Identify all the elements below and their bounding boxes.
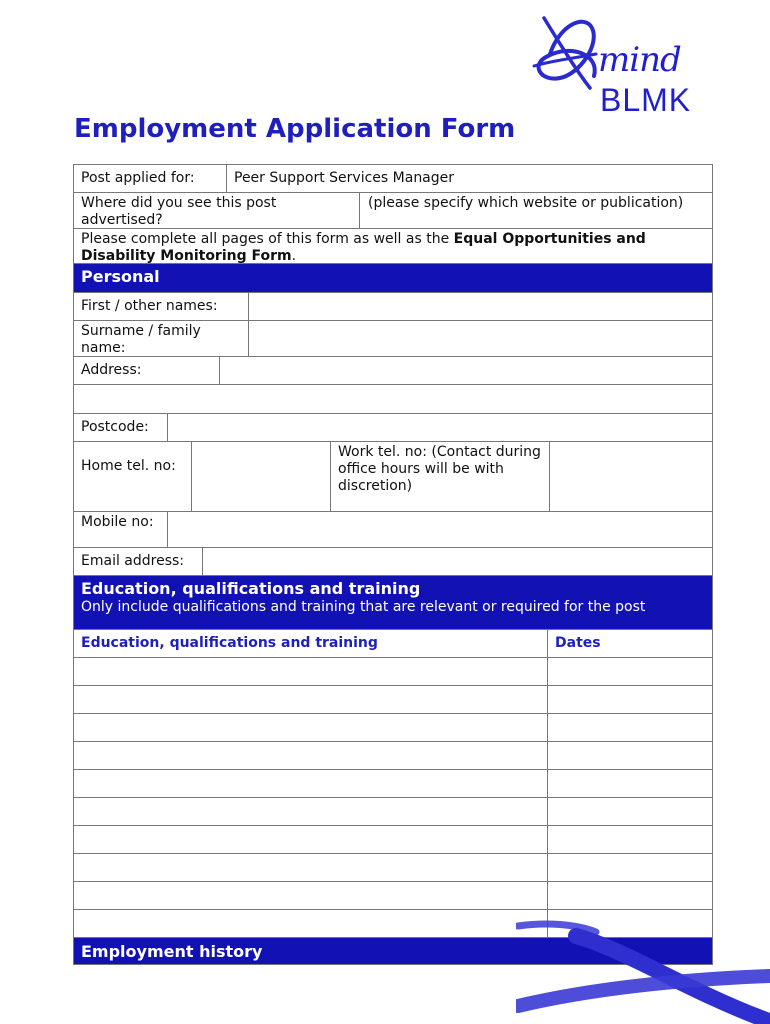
education-dates-field[interactable]	[548, 770, 712, 797]
education-row	[74, 798, 712, 826]
personal-section-header	[74, 264, 712, 293]
phone-row	[74, 442, 712, 512]
post-row	[74, 165, 712, 193]
education-entry-field[interactable]	[74, 742, 548, 769]
surname-label: Surname / family name:	[74, 321, 249, 356]
education-col-header: Education, qualifications and training	[74, 630, 548, 657]
education-entry-field[interactable]	[74, 826, 548, 853]
complete-note-suffix: .	[291, 248, 297, 264]
postcode-field[interactable]	[168, 414, 712, 441]
work-tel-label: Work tel. no: (Contact during office hours will be with discretion)	[331, 442, 550, 511]
education-entry-field[interactable]	[74, 798, 548, 825]
surname-row	[74, 321, 712, 357]
work-tel-field[interactable]	[550, 442, 712, 511]
address-row	[74, 357, 712, 385]
employment-heading: Employment history	[81, 942, 263, 961]
education-entry-field[interactable]	[74, 686, 548, 713]
education-subheading: Only include qualifications and training that are relevant or required for the post	[81, 599, 646, 615]
mobile-label: Mobile no:	[74, 512, 168, 547]
education-entry-field[interactable]	[74, 882, 548, 909]
complete-note-row	[74, 229, 712, 264]
education-heading: Education, qualifications and training	[81, 579, 421, 598]
education-entry-field[interactable]	[74, 770, 548, 797]
logo-wordmark: mind	[598, 40, 681, 80]
post-label: Post applied for:	[74, 165, 227, 192]
education-row	[74, 826, 712, 854]
education-entry-field[interactable]	[74, 910, 548, 937]
education-dates-field[interactable]	[548, 686, 712, 713]
advertised-field[interactable]: (please specify which website or publication)	[368, 195, 684, 211]
education-dates-field[interactable]	[548, 714, 712, 741]
education-dates-field[interactable]	[548, 742, 712, 769]
complete-note	[74, 229, 712, 263]
education-row	[74, 854, 712, 882]
education-dates-field[interactable]	[548, 798, 712, 825]
address-label: Address:	[74, 357, 220, 384]
advertised-label: Where did you see this post advertised?	[74, 193, 360, 228]
complete-note-bold: Equal Opportunities and Disability Monitoring Form	[81, 231, 646, 264]
email-row	[74, 548, 712, 576]
logo-subtitle: BLMK	[600, 82, 692, 118]
education-entry-field[interactable]	[74, 714, 548, 741]
first-names-field[interactable]	[249, 293, 712, 320]
application-form	[73, 164, 713, 965]
education-entry-field[interactable]	[74, 658, 548, 685]
address-line-2-field[interactable]	[74, 385, 712, 413]
education-dates-field[interactable]	[548, 826, 712, 853]
address-field[interactable]	[220, 357, 712, 384]
education-dates-field[interactable]	[548, 658, 712, 685]
email-field[interactable]	[203, 548, 712, 575]
decorative-brush-stroke	[516, 920, 770, 1024]
first-names-row	[74, 293, 712, 321]
dates-col-header: Dates	[555, 635, 601, 651]
post-value[interactable]: Peer Support Services Manager	[234, 170, 455, 186]
education-row	[74, 686, 712, 714]
personal-heading: Personal	[81, 267, 160, 286]
education-row	[74, 742, 712, 770]
education-table-header	[74, 630, 712, 658]
education-table-body	[74, 658, 712, 938]
mobile-field[interactable]	[168, 512, 712, 547]
education-row	[74, 714, 712, 742]
complete-note-prefix: Please complete all pages of this form as well as the	[81, 231, 454, 247]
mobile-row	[74, 512, 712, 548]
email-label: Email address:	[74, 548, 203, 575]
home-tel-label: Home tel. no:	[74, 442, 192, 511]
postcode-label: Postcode:	[74, 414, 168, 441]
education-dates-field[interactable]	[548, 854, 712, 881]
education-row	[74, 770, 712, 798]
advertised-row	[74, 193, 712, 229]
first-names-label: First / other names:	[74, 293, 249, 320]
education-row	[74, 658, 712, 686]
home-tel-field[interactable]	[192, 442, 331, 511]
education-dates-field[interactable]	[548, 882, 712, 909]
address-line-2-row	[74, 385, 712, 414]
page-title: Employment Application Form	[74, 114, 516, 144]
education-row	[74, 882, 712, 910]
surname-field[interactable]	[249, 321, 712, 356]
education-entry-field[interactable]	[74, 854, 548, 881]
education-section-header	[74, 576, 712, 630]
postcode-row	[74, 414, 712, 442]
